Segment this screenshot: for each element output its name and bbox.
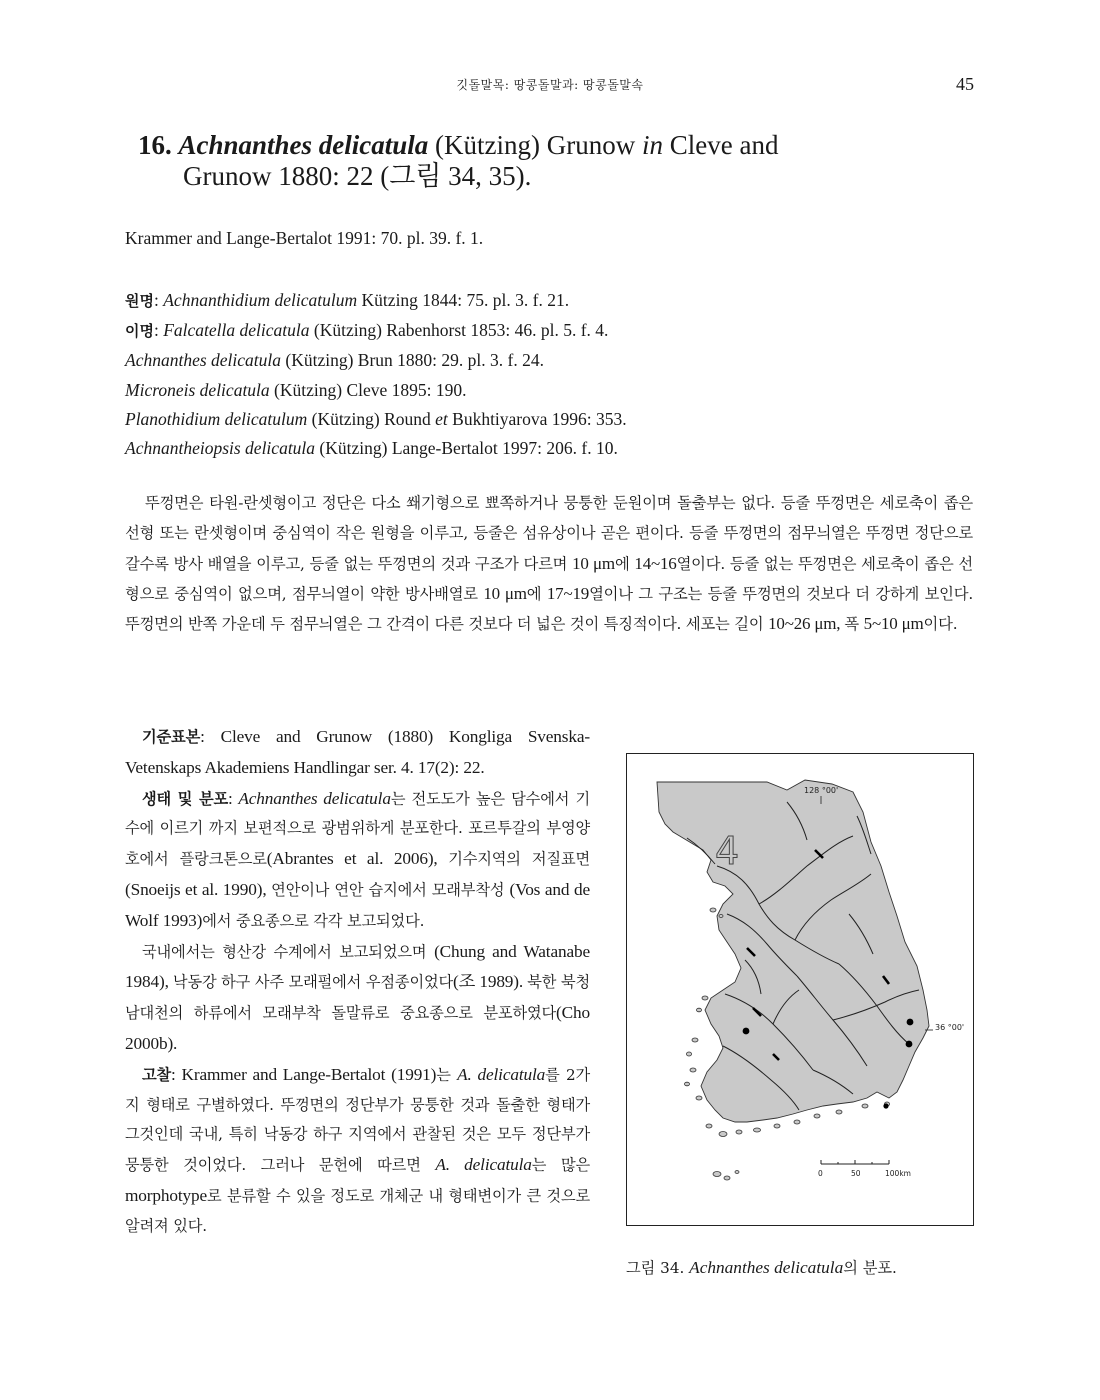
running-head: 깃돌말목: 땅콩돌말과: 땅콩돌말속 [456, 78, 644, 92]
species-name: Achnanthes delicatula [178, 130, 429, 160]
sample-site-dot [743, 1028, 750, 1035]
remarks-text: 를 2가지 형태로 구별하였다. 뚜껑면의 정단부가 뭉퉁한 것과 돌출한 형태가 그것인데 국내, 특히 낙동강 하구 지역에서 관찰된 것은 모두 정단부가 뭉퉁한 것이었다. 그러나 문헌에 따르면 [125, 1065, 590, 1175]
description-paragraph [125, 488, 973, 639]
type-specimen-paragraph [125, 722, 590, 784]
sample-site-dot [883, 1103, 888, 1108]
scale-bar [821, 1160, 889, 1164]
type-specimen-label: 기준표본 [142, 728, 201, 746]
title-authority-2: Cleve and [663, 130, 779, 160]
remarks-text: 는 많은 [531, 1156, 591, 1175]
domestic-citation: (Chung and Watanabe 1984), [125, 941, 591, 992]
synonym-citation: (Kützing) Cleve 1895: 190. [269, 379, 467, 400]
description-text: 에 [614, 554, 635, 573]
title-line-2: Grunow 1880: 22 (그림 34, 35). [183, 161, 532, 191]
synonym-citation: (Kützing) Rabenhorst 1853: 46. pl. 5. f. 4. [309, 320, 609, 341]
remarks-text: 는 [436, 1065, 458, 1084]
description-value: 10 μm [483, 583, 527, 603]
synonym-row [125, 405, 985, 434]
ecology-citation: (Snoeijs et al. 1990), [125, 879, 272, 899]
ecology-citation: (Vos and de Wolf 1993) [125, 879, 590, 930]
description-text: 열이나 그 구조는 등줄 뚜껑면의 것보다 더 강하게 보인다. 뚜껑면의 반쪽 가운데 두 점무늬열은 그 간격이 다른 것보다 더 넓은 것이 특징적이다. 세포는 길이 [125, 584, 974, 634]
scale-label-100km: 100km [885, 1169, 911, 1178]
remarks-colon: : [171, 1064, 182, 1084]
synonym-citation: (Kützing) Brun 1880: 29. pl. 3. f. 24. [281, 350, 544, 371]
synonym-row [125, 434, 985, 463]
description-text: 폭 [844, 615, 864, 634]
synonym-label: 이명 [125, 322, 154, 341]
description-value: 14~16 [634, 553, 677, 573]
description-value: 10 μm [572, 553, 615, 573]
title-in: in [642, 130, 664, 160]
ecology-text: 연안이나 연안 습지에서 모래부착성 [271, 880, 510, 899]
title-authority: (Kützing) Grunow [428, 130, 643, 160]
basionym-name: Achnanthidium delicatulum [163, 290, 358, 310]
domestic-citation: (조 1989). [453, 972, 528, 992]
synonym-citation-2: Bukhtiyarova 1996: 353. [447, 408, 627, 429]
ecology-label: 생태 및 분포 [142, 789, 228, 808]
caption-suffix: 의 분포. [843, 1259, 897, 1277]
description-text: 뚜껑면은 타원-란셋형이고 정단은 다소 쐐기형으로 뾰쪽하거나 뭉퉁한 둔원이며 돌출부는 없다. 등줄 뚜껑면은 세로축이 좁은 선형 또는 란셋형이며 중심역이 작은 원형을 이루고, 등줄은 섬유상이나 곧은 편이다. 등줄 뚜껑면의 점무늬열은 뚜껑면 정단으로 갈수록 방사 배열을 이루고, 등줄 없는 뚜껑면의 것과 구조가 다르며 [125, 494, 973, 573]
description-value: 17~19 [546, 583, 590, 603]
remarks-term: morphotype [125, 1185, 208, 1205]
synonym-et: et [435, 408, 448, 429]
description-value: 10~26 μm, [768, 614, 845, 634]
domestic-paragraph [125, 937, 590, 1060]
synonym-name: Achnantheiopsis delicatula [125, 438, 316, 459]
peninsula-landmass [657, 780, 929, 1122]
sample-site-dot [906, 1041, 913, 1048]
synonym-citation: (Kützing) Round [307, 408, 436, 429]
description-value: 5~10 μm [863, 614, 924, 634]
description-text: 열이다. 등줄 없는 뚜껑면은 세로축이 좁은 선형으로 중심역이 없으며, 점무늬열이 약한 방사배열로 [125, 554, 973, 603]
synonym-name: Achnanthes delicatula [125, 350, 282, 371]
figure-caption [626, 1257, 986, 1278]
longitude-label: 128 °00' [804, 786, 839, 795]
scale-label-0: 0 [818, 1169, 823, 1178]
domestic-citation: (Cho 2000b). [125, 1003, 590, 1053]
remarks-paragraph [125, 1060, 590, 1242]
synonym-row [125, 376, 985, 405]
ecology-text: 기수지역의 저질표면 [448, 850, 590, 869]
caption-species: Achnanthes delicatula [689, 1258, 844, 1277]
ecology-paragraph [125, 784, 590, 937]
species-title [138, 130, 838, 192]
sample-site-dot [907, 1019, 914, 1026]
remarks-text: 로 분류할 수 있을 정도로 개체군 내 형태변이가 큰 것으로 알려져 있다. [125, 1186, 590, 1235]
latitude-label: 36 °00' [935, 1023, 965, 1032]
description-text: 에 [526, 584, 547, 603]
type-specimen-text: : Cleve and Grunow (1880) Kongliga Svenska-Vetenskaps Akademiens Handlingar ser. 4. 17(2): 22. [125, 727, 590, 777]
synonym-list [125, 286, 985, 463]
ecology-text: 는 전도도가 높은 담수에서 기수에 이르기 까지 보편적으로 광범위하게 분포한다. 포르투갈의 부영양호에서 플랑크톤으로 [125, 789, 590, 869]
domestic-text: 국내에서는 형산강 수계에서 보고되었으며 [142, 942, 435, 961]
map-number: 4 [715, 829, 740, 873]
synonym-row: 이명: Falcatella delicatula (Kützing) Rabenhorst 1853: 46. pl. 5. f. 4. [125, 320, 609, 341]
species-number: 16. [138, 130, 172, 160]
synonym-row [125, 346, 985, 375]
remarks-label: 고찰 [142, 1065, 172, 1084]
basionym-row: 원명: Achnanthidium delicatulum Kützing 1844: 75. pl. 3. f. 21. [125, 290, 570, 310]
basionym-citation: Kützing 1844: 75. pl. 3. f. 21. [357, 290, 570, 310]
synonym-name: Falcatella delicatula [163, 320, 310, 341]
reference-citation: Krammer and Lange-Bertalot 1991: 70. pl. 39. f. 1. [125, 228, 484, 248]
description-text: 이다. [923, 615, 958, 634]
ecology-citation: (Abrantes et al. 2006), [266, 849, 449, 869]
synonym-name: Microneis delicatula [125, 379, 270, 400]
remarks-species: A. delicatula [457, 1064, 546, 1084]
synonym-citation: (Kützing) Lange-Bertalot 1997: 206. f. 10. [315, 438, 618, 459]
scale-label-50: 50 [851, 1169, 861, 1178]
synonym-name: Planothidium delicatulum [125, 408, 308, 429]
caption-prefix: 그림 34. [626, 1259, 690, 1277]
basionym-label: 원명 [125, 292, 154, 310]
ecology-text: 에서 중요종으로 각각 보고되었다. [202, 911, 425, 930]
korea-distribution-map [627, 754, 973, 1225]
remarks-species: A. delicatula [435, 1155, 532, 1175]
remarks-citation: Krammer and Lange-Bertalot (1991) [181, 1064, 437, 1084]
distribution-map-figure [626, 753, 974, 1226]
left-column [125, 722, 590, 1242]
ecology-colon: : [227, 788, 239, 808]
ecology-species: Achnanthes delicatula [238, 788, 391, 808]
domestic-text: 북한 북청남대천의 하류에서 모래부착 돌말류로 중요종으로 분포하였다 [125, 973, 591, 1023]
domestic-text: 낙동강 하구 사주 모래펄에서 우점종이었다 [172, 973, 454, 992]
page-number: 45 [956, 74, 974, 94]
